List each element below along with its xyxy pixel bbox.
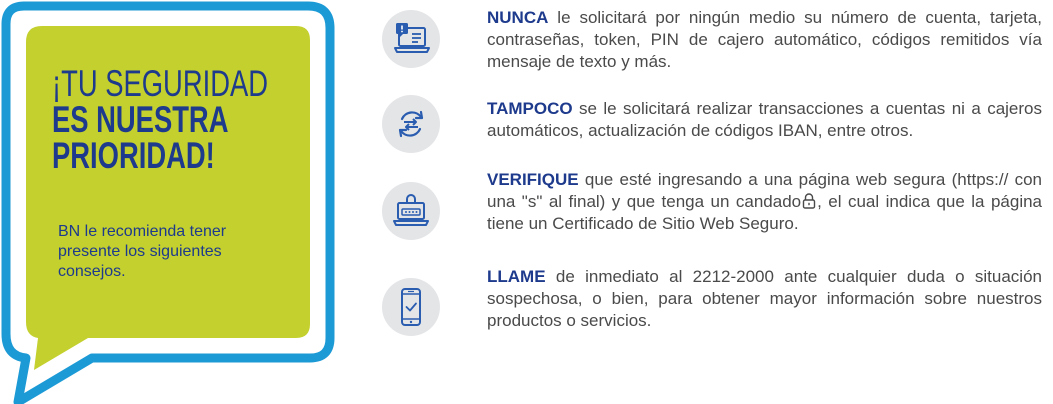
laptop-lock-icon xyxy=(382,182,440,240)
headline-line-1: ¡TU SEGURIDAD xyxy=(52,63,269,104)
tip-nunca-body: le solicitará por ningún medio su número de cuenta, tarjeta, contraseñas, token, PIN de cajero automático, códigos remitidos vía mensaje de texto y más. xyxy=(487,8,1042,71)
headline xyxy=(52,63,269,176)
tip-tampoco-body: se le solicitará realizar transacciones a cuentas ni a cajeros automáticos, actualización de códigos IBAN, entre otros. xyxy=(487,99,1042,140)
tip-llame-keyword: LLAME xyxy=(487,267,546,286)
tip-verifique-body-1: que esté ingresando a una página web segura (https:// con una "s" al final) y que tenga un candado xyxy=(487,170,1042,211)
tip-verifique-body-2: , el cual indica que la página tiene un Certificado de Sitio Web Seguro. xyxy=(487,192,1042,233)
tip-nunca-keyword: NUNCA xyxy=(487,8,549,27)
tip-llame-body: de inmediato al 2212-2000 ante cualquier duda o situación sospechosa, o bien, para obtener mayor información sobre nuestros productos o servicios. xyxy=(487,267,1042,330)
speech-bubble xyxy=(0,0,340,404)
tip-tampoco-keyword: TAMPOCO xyxy=(487,99,573,118)
tip-verifique-text xyxy=(487,169,1042,235)
phone-check-icon xyxy=(382,278,440,336)
tip-tampoco-text xyxy=(487,98,1042,142)
headline-line-3: PRIORIDAD! xyxy=(52,135,215,176)
tip-llame-text xyxy=(487,266,1042,332)
tip-verifique-keyword: VERIFIQUE xyxy=(487,170,579,189)
subtext: BN le recomienda tener presente los siguientes consejos. xyxy=(58,223,227,280)
laptop-alert-icon xyxy=(382,10,440,68)
headline-line-2: ES NUESTRA xyxy=(52,99,229,140)
transfer-arrows-icon xyxy=(382,95,440,153)
tip-nunca-text xyxy=(487,7,1042,73)
padlock-icon xyxy=(802,193,816,209)
